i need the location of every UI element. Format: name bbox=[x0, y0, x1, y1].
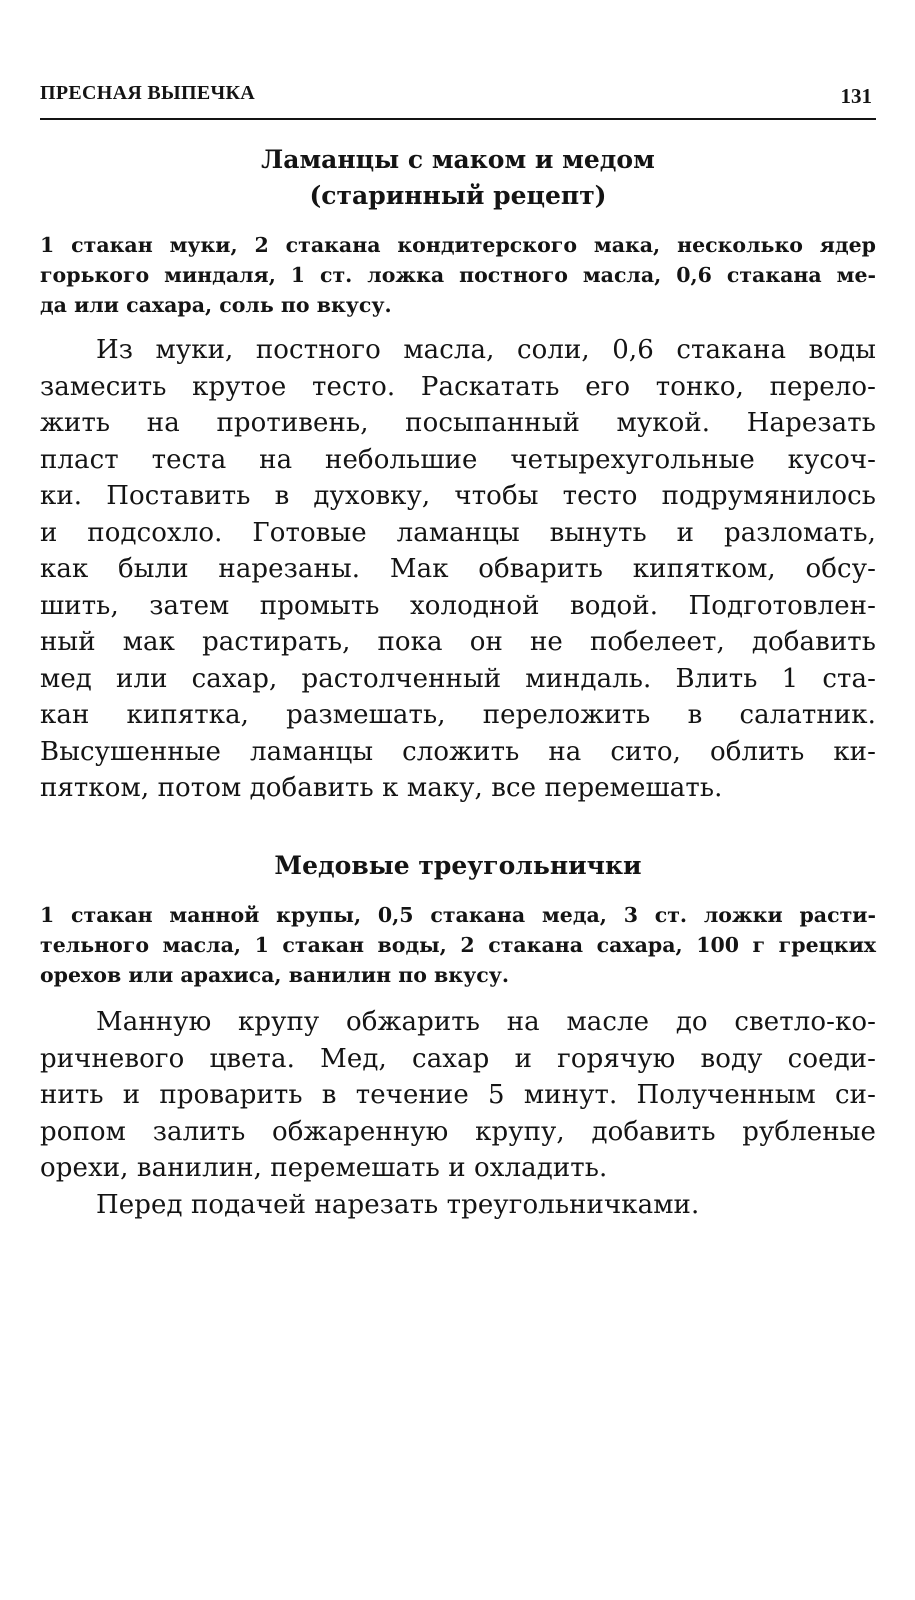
ingredients-line: 1 стакан муки, 2 стакана кондитерского мака, несколько ядер bbox=[40, 233, 876, 257]
running-title: ПРЕСНАЯ ВЫПЕЧКА bbox=[40, 82, 255, 104]
ingredients-line: 1 стакан манной крупы, 0,5 стакана меда, 3 ст. ложки расти- bbox=[40, 903, 876, 927]
ingredients-line: тельного масла, 1 стакан воды, 2 стакана сахара, 100 г грецких bbox=[40, 933, 876, 957]
method-lamantsy bbox=[40, 332, 876, 807]
method-line: замесить крутое тесто. Раскатать его тонко, перело- bbox=[40, 371, 876, 402]
method-line: ный мак растирать, пока он не побелеет, добавить bbox=[40, 627, 876, 657]
recipe-title-lamantsy bbox=[40, 142, 876, 214]
method-line: шить, затем промыть холодной водой. Подготовлен- bbox=[40, 590, 876, 621]
method-line: Манную крупу обжарить на масле до светло-ко- bbox=[96, 1007, 876, 1037]
method-line: жить на противень, посыпанный мукой. Нарезать bbox=[40, 408, 876, 438]
ingredients-lamantsy bbox=[40, 230, 876, 320]
recipe-title-medovye-treugolnichki bbox=[40, 848, 876, 884]
method-line: орехи, ванилин, перемешать и охладить. bbox=[40, 1153, 608, 1183]
header-rule bbox=[40, 118, 876, 120]
method-line: Из муки, постного масла, соли, 0,6 стакана воды bbox=[96, 335, 876, 365]
ingredients-medovye-treugolnichki bbox=[40, 900, 876, 990]
method-line: Высушенные ламанцы сложить на сито, облить ки- bbox=[40, 736, 876, 767]
recipe-title-line: (старинный рецепт) bbox=[309, 181, 607, 210]
method-line: Перед подачей нарезать треугольничками. bbox=[96, 1189, 700, 1220]
ingredients-line: горького миндаля, 1 ст. ложка постного масла, 0,6 стакана ме- bbox=[40, 263, 876, 287]
recipe-title-line: Ламанцы с маком и медом bbox=[261, 145, 655, 174]
method-medovye-treugolnichki bbox=[40, 1004, 876, 1223]
method-line: ричневого цвета. Мед, сахар и горячую воду соеди- bbox=[40, 1043, 876, 1074]
method-line: и подсохло. Готовые ламанцы вынуть и разломать, bbox=[40, 517, 876, 548]
method-line: кан кипятка, размешать, переложить в салатник. bbox=[40, 700, 876, 730]
method-line: как были нарезаны. Мак обварить кипятком, обсу- bbox=[40, 554, 876, 584]
method-line: мед или сахар, растолченный миндаль. Влить 1 ста- bbox=[40, 663, 876, 694]
running-header bbox=[40, 82, 876, 112]
ingredients-line: да или сахара, соль по вкусу. bbox=[40, 293, 392, 317]
method-line: нить и проварить в течение 5 минут. Полученным си- bbox=[40, 1080, 876, 1110]
method-line: пласт теста на небольшие четырехугольные кусоч- bbox=[40, 444, 876, 475]
method-line: ропом залить обжаренную крупу, добавить рубленые bbox=[40, 1116, 876, 1147]
method-line: ки. Поставить в духовку, чтобы тесто подрумянилось bbox=[40, 481, 876, 511]
method-line: пятком, потом добавить к маку, все перемешать. bbox=[40, 773, 723, 803]
ingredients-line: орехов или арахиса, ванилин по вкусу. bbox=[40, 963, 509, 987]
recipe-title-line: Медовые треугольнички bbox=[274, 851, 642, 880]
page-number: 131 bbox=[840, 84, 872, 108]
